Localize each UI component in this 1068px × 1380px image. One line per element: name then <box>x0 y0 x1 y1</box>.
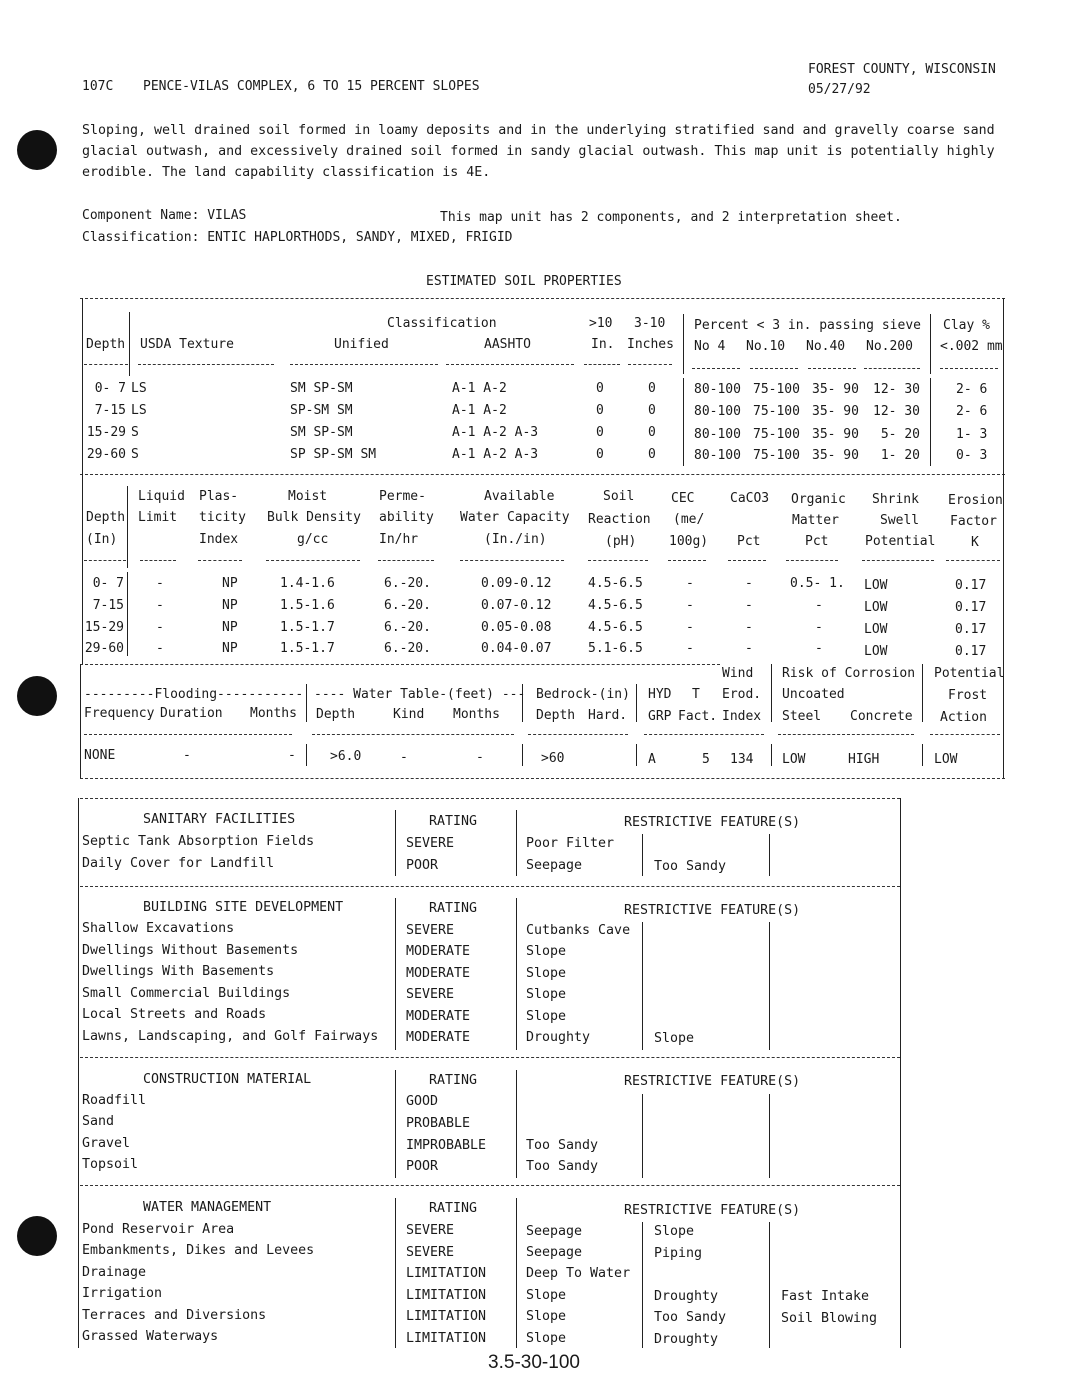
header-percent-passing: Percent < 3 in. passing sieve <box>694 318 921 333</box>
header-no40: No.40 <box>806 339 846 354</box>
map-unit-description: Sloping, well drained soil formed in loamy deposits and in the underlying stratified sand and gravelly coarse sand glacial outwash, and excessively drained soil formed in sandy glacial outwash. This map unit is potentially highly erodible. The land capability classification is 4E. <box>82 123 995 180</box>
header-no10: No.10 <box>746 339 786 354</box>
header-3-10: 3-10 <box>634 316 666 331</box>
map-symbol: 107C <box>82 79 114 94</box>
component-name: Component Name: VILAS <box>82 208 247 223</box>
header-clay: Clay % <box>943 318 990 333</box>
header-depth: Depth <box>86 337 126 352</box>
header-aashto: AASHTO <box>484 337 531 352</box>
document-page: FOREST COUNTY, WISCONSIN 05/27/92 107C PENCE-VILAS COMPLEX, 6 TO 15 PERCENT SLOPES Sloping, well drained soil formed in loamy deposits and in the underlying stratified sand and gravelly coarse sand glacial outwash, and excessively drained soil formed in sandy glacial outwash. This map unit is potentially highly erodible. The land capability classification is 4E. Component Name: VILAS This map unit has 2 components, and 2 interpretation sheet. Classification: ENTIC HAPLORTHODS, SANDY, MIXED, FRIGID ESTIMATED SOIL PROPERTIES Classification >10 3-10 Percent < 3 in. passing sieve Clay % Depth USDA Texture Unified AASHTO In. Inches No 4 No.10 No.40 No.200 <.002 mm 0- 7 LS SM SP-SM A-1 A-2 0 0 80-100 75-100 35- 90 12- 30 2- 6 7-15 LS SP-SM SM A-1 A-2 0 0 80-100 75-100 35- 90 12- 30 2- 6 15-29 S SM SP-SM A-1 A-2 A-3 0 0 80-100 75-100 35- 90 5- 20 1- 3 29-60 S SP SP-SM SM A-1 A-2 A-3 0 0 80-100 75-100 35- 90 1- 20 0- 3 Liquid Plas- Moist Perme- Available Soil CEC CaCO3 Organic Shrink Erosion Depth Limit ticity Bulk Density ability Water Capacity Reaction (me/ Matter Swell Factor (In) Index g/cc In/hr (In./in) (pH) 100g) Pct Pct Potential K 0- 7 - NP 1.4-1.6 6.-20. 0.09-0.12 4.5-6.5 - - 0.5- 1. LOW 0.17 7-15 - NP 1.5-1.6 6.-20. 0.07-0.12 4.5-6.5 - - - LOW 0.17 15-29 - NP 1.5-1.7 6.-20. 0.05-0.08 4.5-6.5 - - - LOW 0.17 29-60 - NP 1.5-1.7 6.-20. 0.04-0.07 5.1-6.5 - - - LOW 0.17 Wind Risk of Corrosion Potential ---------Flooding----------- ---- Water Table-(feet) --- Bedrock-(in) HYD T Erod. Uncoated Frost Frequency Duration Months Depth Kind Months Depth Hard. GRP Fact. Index Steel Concrete Action NONE - - >6.0 - - >60 A 5 134 LOW HIGH LOW SANITARY FACILITIES RATING RESTRICTIVE FEATURE(S) Septic Tank Absorption Fields SEVERE Poor Filter Daily Cover for Landfill POOR Seepage Too Sandy BUILDING SITE DEVELOPMENT RATING RESTRICTIVE FEATURE(S) Shallow Excavations SEVERE Cutbanks Cave Dwellings Without Basements MODERATE Slope Dwellings With Basements MODERATE Slope Small Commercial Buildings SEVERE Slope Local Streets and Roads MODERATE Slope Lawns, Landscaping, and Golf Fairways MODERATE Droughty Slope CONSTRUCTION MATERIAL RATING RESTRICTIVE FEATURE(S) Roadfill GOOD Sand PROBABLE Gravel IMPROBABLE Too Sandy Topsoil POOR Too Sandy WATER MANAGEMENT RATING RESTRICTIVE FEATURE(S) Pond Reservoir Area SEVERE Seepage Slope Embankments, Dikes and Levees SEVERE Seepage Piping Drainage LIMITATION Deep To Water Irrigation LIMITATION Slope Droughty Fast Intake Terraces and Diversions LIMITATION Slope Too Sandy Soil Blowing Grassed Waterways LIMITATION Slope Droughty 3.5-30-100 <box>0 0 1068 1380</box>
component-classification: Classification: ENTIC HAPLORTHODS, SANDY, MIXED, FRIGID <box>82 230 513 245</box>
map-unit-name: PENCE-VILAS COMPLEX, 6 TO 15 PERCENT SLOPES <box>143 79 480 94</box>
header-no200: No.200 <box>866 339 913 354</box>
header-no4: No 4 <box>694 339 726 354</box>
header-gt10: >10 <box>589 316 613 331</box>
header-classification: Classification <box>387 316 497 331</box>
report-date: 05/27/92 <box>808 82 871 97</box>
header-usda: USDA Texture <box>140 337 234 352</box>
county-label: FOREST COUNTY, WISCONSIN <box>808 62 996 77</box>
header-unified: Unified <box>334 337 389 352</box>
punch-hole <box>17 676 57 716</box>
punch-hole <box>17 130 57 170</box>
component-note: This map unit has 2 components, and 2 interpretation sheet. <box>440 210 902 225</box>
punch-hole <box>17 1216 57 1256</box>
header-clay-size: <.002 mm <box>940 339 1003 354</box>
page-number: 3.5-30-100 <box>488 1352 580 1373</box>
properties-title: ESTIMATED SOIL PROPERTIES <box>426 274 622 289</box>
header-inches: Inches <box>627 337 674 352</box>
header-in: In. <box>591 337 615 352</box>
